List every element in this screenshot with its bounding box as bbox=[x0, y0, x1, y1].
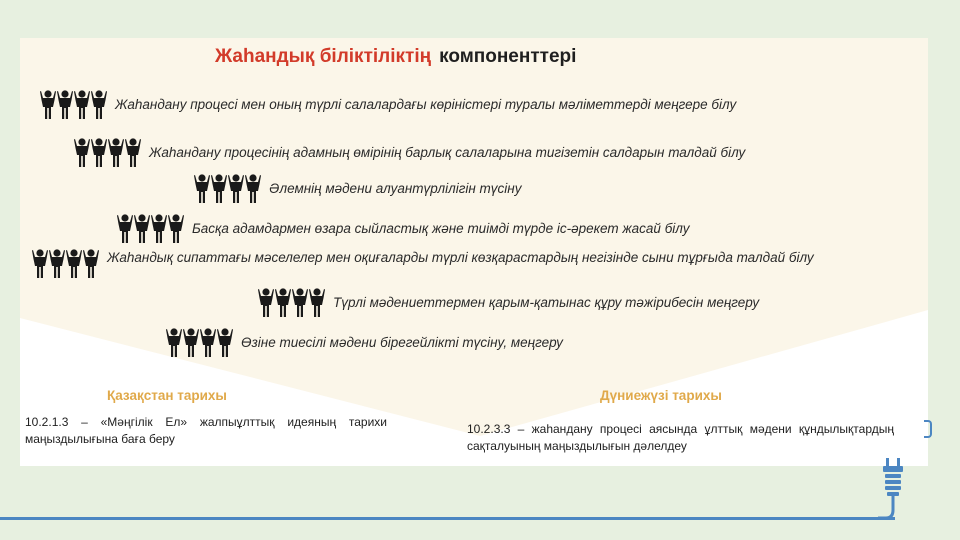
component-row-5 bbox=[32, 249, 897, 279]
bottom-accent-line bbox=[0, 517, 895, 520]
component-row-1 bbox=[40, 90, 736, 120]
component-row-7 bbox=[166, 328, 563, 358]
slide-title bbox=[215, 46, 576, 68]
component-row-2 bbox=[74, 138, 745, 168]
component-text-4: Басқа адамдармен өзара сыйластық және тиімді түрде іс-әрекет жасай білу bbox=[192, 221, 690, 236]
people-group-icon bbox=[194, 174, 261, 204]
component-row-6 bbox=[258, 288, 759, 318]
people-group-icon bbox=[166, 328, 233, 358]
title-part-1: Жаһандық біліктіліктің bbox=[215, 46, 432, 67]
component-text-6: Түрлі мәдениеттермен қарым-қатынас құру тәжірибесін меңгеру bbox=[333, 295, 760, 310]
world-history-text: 10.2.3.3 – жаһандану процесі аясында ұлттық мәдени құндылықтардың сақталуының маңыздылығын дәлелдеу bbox=[467, 422, 894, 453]
component-text-2: Жаһандану процесінің адамның өмірінің барлық салаларына тигізетін салдарын талдай білу bbox=[149, 145, 746, 160]
content-panel bbox=[20, 38, 928, 466]
component-text-3: Әлемнің мәдени алуантүрлілігін түсіну bbox=[269, 181, 522, 196]
world-history-heading: Дүниежүзі тарихы bbox=[600, 388, 722, 403]
component-text-1: Жаһандану процесі мен оның түрлі салалардағы көріністері туралы мәліметтерді меңгере білу bbox=[115, 97, 737, 112]
title-part-2: компоненттері bbox=[439, 46, 577, 67]
people-group-icon bbox=[40, 90, 107, 120]
people-group-icon bbox=[74, 138, 141, 168]
kazakhstan-history-heading: Қазақстан тарихы bbox=[107, 388, 227, 403]
people-group-icon bbox=[32, 249, 99, 279]
people-group-icon bbox=[258, 288, 325, 318]
component-row-3 bbox=[194, 174, 521, 204]
kazakhstan-history-text: 10.2.1.3 – «Мәңгілік Ел» жалпыұлттық идеяның тарихи маңыздылығына баға беру bbox=[25, 415, 387, 446]
component-text-5: Жаһандық сипаттағы мәселелер мен оқиғаларды түрлі көзқарастардың негізінде сыни тұрғыда талдай білу bbox=[107, 250, 814, 265]
edge-bracket bbox=[924, 420, 932, 438]
component-row-4 bbox=[117, 214, 690, 244]
component-text-7: Өзіне тиесілі мәдени бірегейлікті түсіну, меңгеру bbox=[241, 335, 563, 350]
people-group-icon bbox=[117, 214, 184, 244]
plug-icon bbox=[878, 458, 908, 520]
